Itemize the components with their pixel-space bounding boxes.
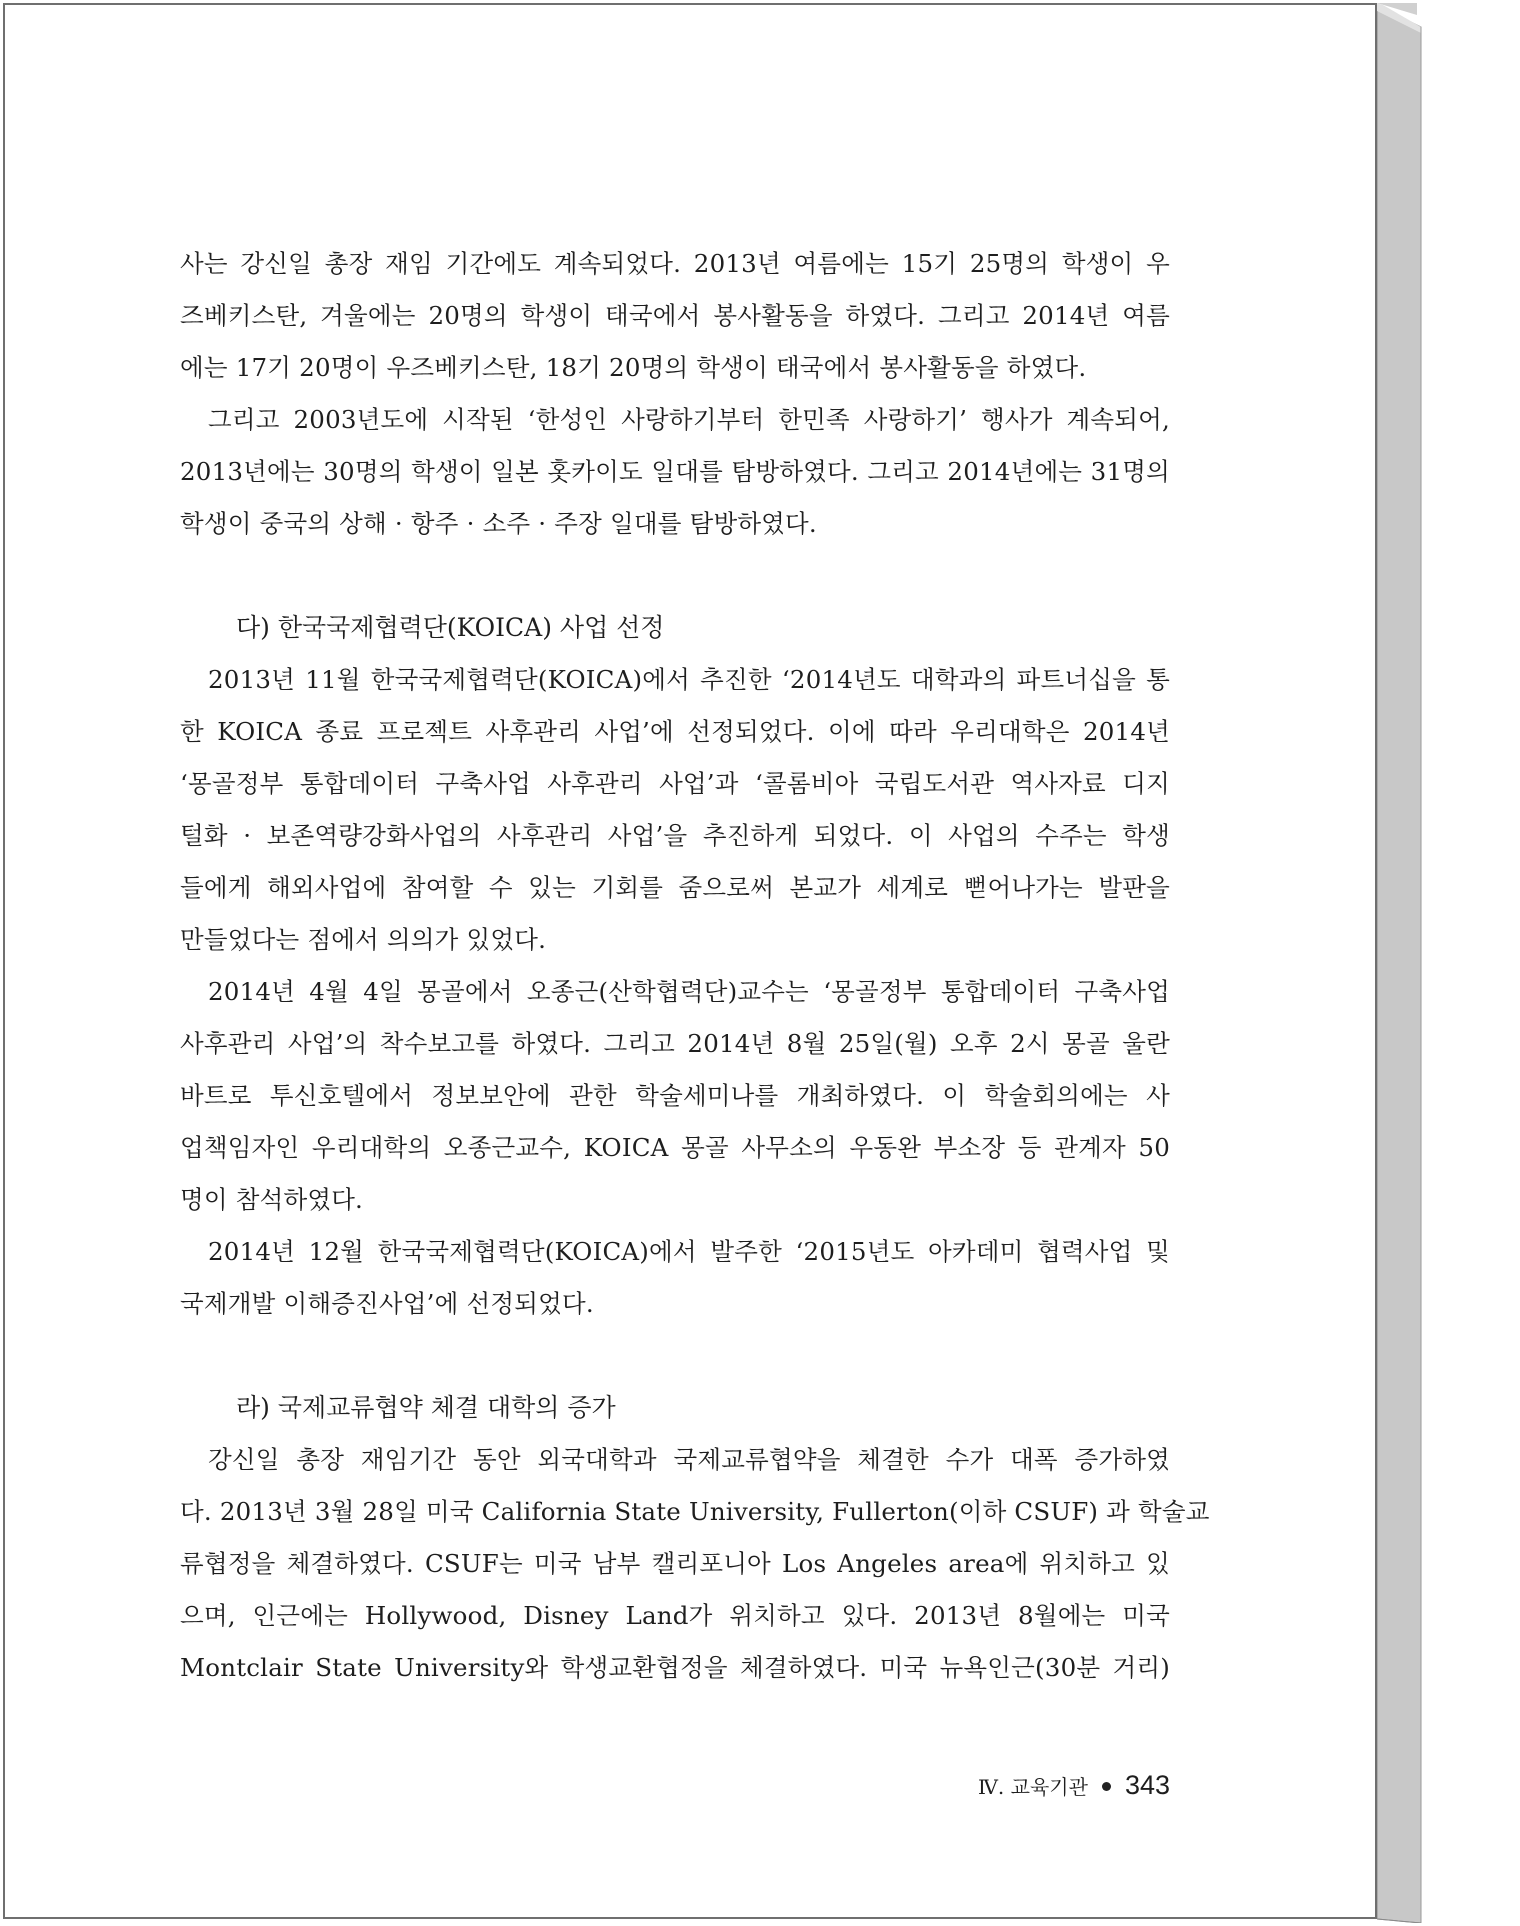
paragraph-line: 으며, 인근에는 Hollywood, Disney Land가 위치하고 있다. 2013년 8월에는 미국 — [180, 1601, 1170, 1630]
paragraph-line: 2013년 11월 한국국제협력단(KOICA)에서 추진한 ‘2014년도 대학과의 파트너십을 통 — [208, 665, 1170, 694]
section-heading-koica: 다) 한국국제협력단(KOICA) 사업 선정 — [236, 613, 665, 642]
paragraph-line: 다. 2013년 3월 28일 미국 California State University, Fullerton(이하 CSUF) 과 학술교 — [180, 1497, 1210, 1526]
chapter-title: Ⅳ. 교육기관 — [977, 1775, 1088, 1799]
paragraph-line: 2014년 4월 4일 몽골에서 오종근(산학협력단)교수는 ‘몽골정부 통합데이터 구축사업 — [208, 977, 1170, 1006]
paragraph-line: 2014년 12월 한국국제협력단(KOICA)에서 발주한 ‘2015년도 아카데미 협력사업 및 — [208, 1237, 1170, 1266]
paragraph-line: 국제개발 이해증진사업’에 선정되었다. — [180, 1289, 594, 1318]
paragraph-line: 들에게 해외사업에 참여할 수 있는 기회를 줌으로써 본교가 세계로 뻗어나가는 발판을 — [180, 873, 1170, 902]
paragraph-line: 털화 · 보존역량강화사업의 사후관리 사업’을 추진하게 되었다. 이 사업의 수주는 학생 — [180, 821, 1170, 850]
paragraph-line: ‘몽골정부 통합데이터 구축사업 사후관리 사업’과 ‘콜롬비아 국립도서관 역사자료 디지 — [180, 769, 1170, 798]
page-number: 343 — [1124, 1770, 1170, 1800]
paragraph-line: 강신일 총장 재임기간 동안 외국대학과 국제교류협약을 체결한 수가 대폭 증가하였 — [208, 1445, 1170, 1474]
page-footer — [978, 1765, 1170, 1808]
paragraph-line: 업책임자인 우리대학의 오종근교수, KOICA 몽골 사무소의 우동완 부소장 등 관계자 50 — [180, 1133, 1170, 1162]
paragraph-line: 사후관리 사업’의 착수보고를 하였다. 그리고 2014년 8월 25일(월) 오후 2시 몽골 울란 — [180, 1029, 1170, 1058]
paragraph-line: 학생이 중국의 상해 · 항주 · 소주 · 주장 일대를 탐방하였다. — [180, 509, 817, 538]
paragraph-line: 사는 강신일 총장 재임 기간에도 계속되었다. 2013년 여름에는 15기 25명의 학생이 우 — [180, 249, 1170, 278]
bullet-icon — [1102, 1782, 1111, 1791]
paragraph-line: 에는 17기 20명이 우즈베키스탄, 18기 20명의 학생이 태국에서 봉사활동을 하였다. — [180, 353, 1087, 382]
body-text — [180, 238, 1210, 1694]
paragraph-line: 만들었다는 점에서 의의가 있었다. — [180, 925, 547, 954]
paragraph-line: 즈베키스탄, 겨울에는 20명의 학생이 태국에서 봉사활동을 하였다. 그리고 2014년 여름 — [180, 301, 1170, 330]
paragraph-line: 2013년에는 30명의 학생이 일본 홋카이도 일대를 탐방하였다. 그리고 2014년에는 31명의 — [180, 457, 1170, 486]
section-heading-exchange: 라) 국제교류협약 체결 대학의 증가 — [236, 1393, 616, 1422]
page-stack-edge — [1377, 3, 1517, 1923]
paragraph-line: Montclair State University와 학생교환협정을 체결하였다. 미국 뉴욕인근(30분 거리) — [180, 1653, 1170, 1682]
paragraph-line: 명이 참석하였다. — [180, 1185, 364, 1214]
paragraph-line: 한 KOICA 종료 프로젝트 사후관리 사업’에 선정되었다. 이에 따라 우리대학은 2014년 — [180, 717, 1170, 746]
paragraph-line: 바트로 투신호텔에서 정보보안에 관한 학술세미나를 개최하였다. 이 학술회의에는 사 — [180, 1081, 1170, 1110]
paragraph-line: 류협정을 체결하였다. CSUF는 미국 남부 캘리포니아 Los Angeles area에 위치하고 있 — [180, 1549, 1170, 1578]
paragraph-line: 그리고 2003년도에 시작된 ‘한성인 사랑하기부터 한민족 사랑하기’ 행사가 계속되어, — [208, 405, 1170, 434]
